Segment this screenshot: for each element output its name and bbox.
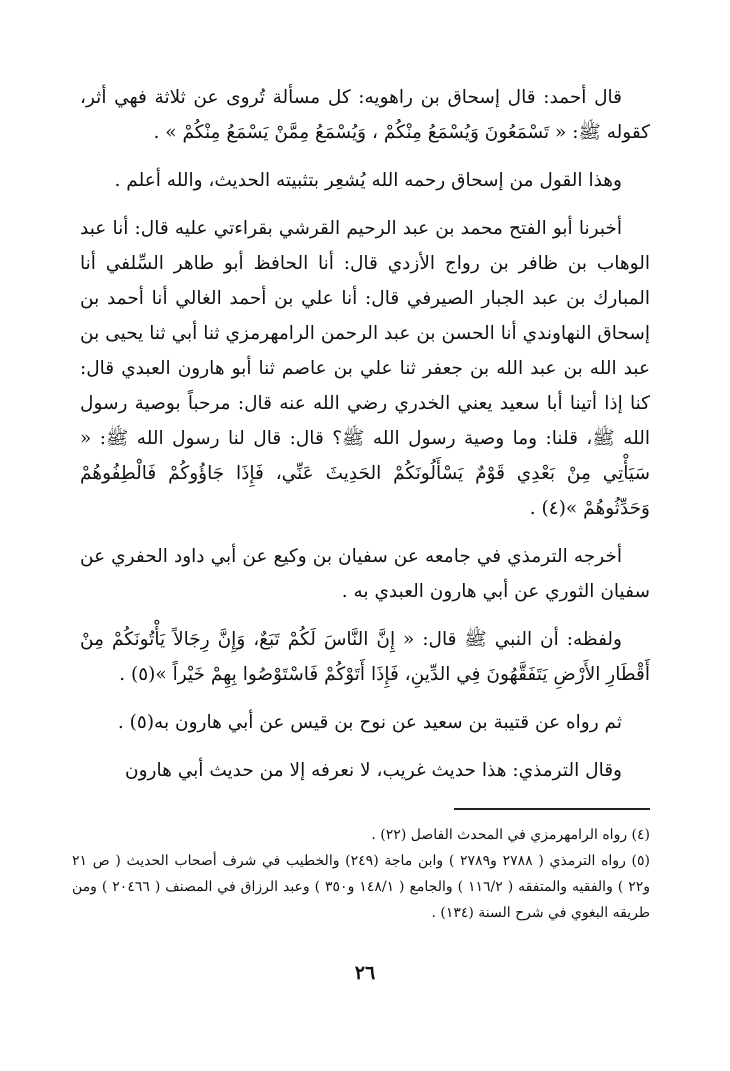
paragraph-tirmidhi-wording: ولفظه: أن النبي ﷺ قال: « إِنَّ النَّاسَ لَكُمْ تَبَعٌ، وَإِنَّ رِجَالاً يَأْتُونَكُمْ مِنْ أَقْطَارِ الأَرْضِ يَتَفَقَّهُونَ فِي الدِّينِ، فَإِذَا أَتَوْكُمْ فَاسْتَوْصُوا بِهِمْ خَيْراً »(٥) . [80, 629, 650, 685]
footnotes [72, 808, 650, 926]
main-text [80, 80, 650, 801]
page-number: ٢٦ [354, 962, 376, 984]
paragraph-isnad-hadith: أخبرنا أبو الفتح محمد بن عبد الرحيم القرشي بقراءتي عليه قال: أنا عبد الوهاب بن ظافر بن رواج الأزدي قال: أنا الحافظ أبو طاهر السِّلفي أنا المبارك بن عبد الجبار الصيرفي قال: أنا علي بن أحمد الغالي أنا أحمد بن إسحاق النهاوندي أنا الحسن بن عبد الرحمن الرامهرمزي ثنا أبي ثنا يحيى بن عبد الله بن عبد الله بن جعفر ثنا علي بن عاصم ثنا أبو هارون العبدي قال: كنا إذا أتينا أبا سعيد يعني الخدري رضي الله عنه قال: مرحباً بوصية رسول الله ﷺ، قلنا: وما وصية رسول الله ﷺ؟ قال: قال لنا رسول الله ﷺ: « سَيَأْتِي مِنْ بَعْدِي قَوْمٌ يَسْأَلُونَكُمْ الحَدِيثَ عَنِّي، فَإِذَا جَاؤُوكُمْ فَالْطِفُوهُمْ وَحَدِّثُوهُمْ »(٤) . [80, 218, 650, 519]
footnote-5: (٥) رواه الترمذي ( ٢٧٨٨ و٢٧٨٩ ) وابن ماجة (٢٤٩) والخطيب في شرف أصحاب الحديث ( ص ٢١ و٢٢ ) والفقيه والمتفقه ( ١١٦/٢ ) والجامع ( ١٤٨/١ و٣٥٠ ) وعبد الرزاق في المصنف ( ٢٠٤٦٦ ) ومن طريقه البغوي في شرح السنة (١٣٤) . [72, 853, 650, 921]
paragraph-ishaq-quote: قال أحمد: قال إسحاق بن راهويه: كل مسألة تُروى عن ثلاثة فهي أثر، كقوله ﷺ: « تَسْمَعُونَ وَيُسْمَعُ مِنْكُمْ ، وَيُسْمَعُ مِمَّنْ يَسْمَعُ مِنْكُمْ » . [80, 87, 650, 143]
paragraph-qutayba-narration: ثم رواه عن قتيبة بن سعيد عن نوح بن قيس عن أبي هارون به(٥) . [117, 712, 622, 733]
paragraph-ishaq-comment: وهذا القول من إسحاق رحمه الله يُشعِر بتثبيته الحديث، والله أعلم . [114, 170, 622, 191]
footnote-divider [454, 808, 650, 810]
paragraph-tirmidhi-takhrij: أخرجه الترمذي في جامعه عن سفيان بن وكيع عن أبي داود الحفري عن سفيان الثوري عن أبي هارون العبدي به . [80, 546, 650, 602]
paragraph-tirmidhi-grading: وقال الترمذي: هذا حديث غريب، لا نعرفه إلا من حديث أبي هارون [125, 760, 622, 781]
footnote-4: (٤) رواه الرامهرمزي في المحدث الفاصل (٢٢) . [371, 827, 650, 843]
